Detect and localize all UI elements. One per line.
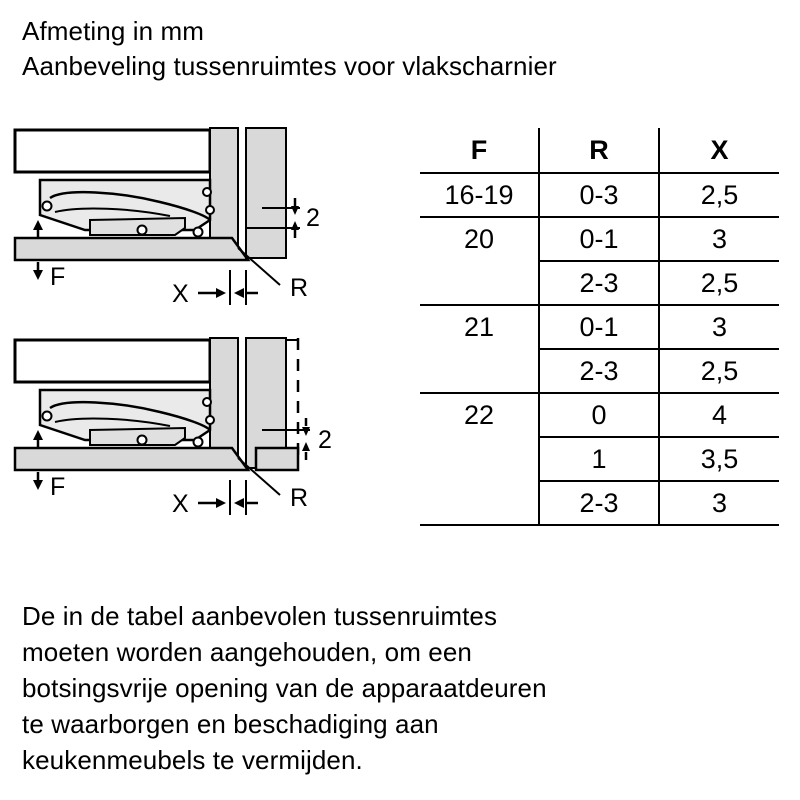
footer-line-3: botsingsvrije opening van de apparaatdeuren <box>22 673 547 703</box>
label-f-top: F <box>50 263 66 291</box>
footer-note <box>22 598 762 778</box>
cell-x: 2,5 <box>659 173 779 217</box>
cell-r: 0-1 <box>539 217 659 261</box>
figure-bottom <box>15 338 332 518</box>
technical-drawings <box>10 120 410 540</box>
footer-line-2: moeten worden aangehouden, om een <box>22 637 472 667</box>
cell-f: 16-19 <box>420 173 539 217</box>
table-row <box>420 481 779 525</box>
table-header-r: R <box>539 128 659 173</box>
cell-r: 2-3 <box>539 261 659 305</box>
label-r-top: R <box>290 274 309 302</box>
hinge-clearance-diagram <box>10 120 410 540</box>
cell-r: 2-3 <box>539 349 659 393</box>
table-row <box>420 261 779 305</box>
label-x-top: X <box>172 280 189 308</box>
cell-r: 1 <box>539 437 659 481</box>
door-panel-top <box>15 238 248 260</box>
cell-f: 22 <box>420 393 539 437</box>
cell-f <box>420 349 539 393</box>
cell-x: 3 <box>659 217 779 261</box>
label-x-bottom: X <box>172 490 189 518</box>
cell-x: 3 <box>659 305 779 349</box>
cell-r: 0-3 <box>539 173 659 217</box>
table-row <box>420 393 779 437</box>
heading-line-1: Afmeting in mm <box>22 16 205 46</box>
page-title <box>22 14 782 84</box>
label-r-bottom: R <box>290 484 309 512</box>
cell-r: 0-1 <box>539 305 659 349</box>
table-row <box>420 305 779 349</box>
cell-f <box>420 481 539 525</box>
cell-x: 3,5 <box>659 437 779 481</box>
table-row <box>420 437 779 481</box>
table-header-f: F <box>420 128 539 173</box>
heading-line-2: Aanbeveling tussenruimtes voor vlakscharnier <box>22 51 557 81</box>
cell-x: 3 <box>659 481 779 525</box>
figure-top <box>15 128 320 308</box>
table-header-row <box>420 128 779 173</box>
door-panel-bottom <box>15 448 248 470</box>
cell-f <box>420 437 539 481</box>
table-header-x: X <box>659 128 779 173</box>
cell-f <box>420 261 539 305</box>
label-f-bottom: F <box>50 473 66 501</box>
table-row <box>420 217 779 261</box>
clearance-table <box>420 128 785 526</box>
cell-r: 2-3 <box>539 481 659 525</box>
label-gap-2-top: 2 <box>306 204 320 232</box>
cell-f: 20 <box>420 217 539 261</box>
cell-x: 2,5 <box>659 261 779 305</box>
footer-line-1: De in de tabel aanbevolen tussenruimtes <box>22 601 498 631</box>
cell-r: 0 <box>539 393 659 437</box>
footer-line-4: te waarborgen en beschadiging aan <box>22 709 439 739</box>
cell-x: 4 <box>659 393 779 437</box>
table-row <box>420 173 779 217</box>
footer-line-5: keukenmeubels te vermijden. <box>22 745 363 775</box>
cell-f: 21 <box>420 305 539 349</box>
table-row <box>420 349 779 393</box>
label-gap-2-bottom: 2 <box>318 426 332 454</box>
cell-x: 2,5 <box>659 349 779 393</box>
